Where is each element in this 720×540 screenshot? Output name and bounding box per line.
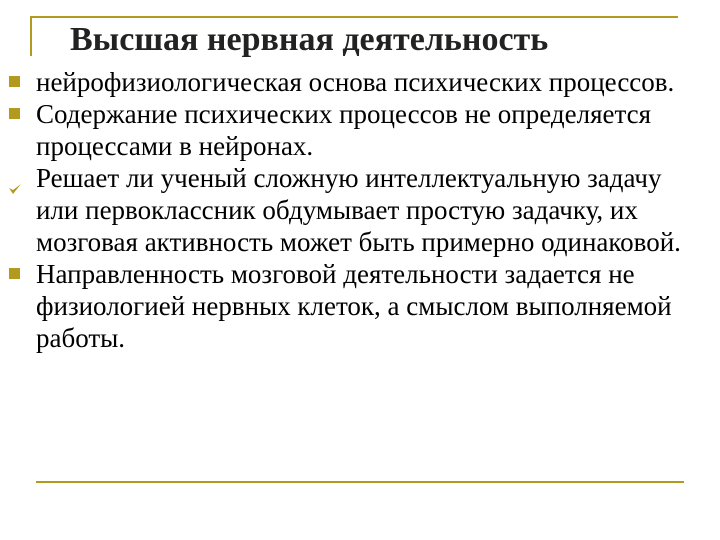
title-top-rule — [30, 16, 678, 18]
bullet-text: нейрофизиологическая основа психических процессов. — [36, 67, 675, 97]
square-bullet-icon — [9, 108, 20, 119]
bullet-item — [0, 162, 720, 258]
bullet-item — [0, 66, 720, 98]
title-frame — [30, 16, 678, 58]
square-bullet-icon — [9, 268, 20, 279]
slide-title: Высшая нервная деятельность — [70, 20, 554, 60]
bullet-item — [0, 258, 720, 354]
bullet-text: Направленность мозговой деятельности задается не физиологией нервных клеток, а смыслом выполняемой работы. — [36, 259, 672, 353]
square-bullet-icon — [9, 76, 20, 87]
bottom-rule — [36, 481, 684, 483]
bullet-list — [0, 66, 720, 354]
bullet-text: Решает ли ученый сложную интеллектуальную задачу или первоклассник обдумывает простую задачку, их мозговая активность может быть примерно одинаковой. — [36, 163, 681, 257]
checkmark-bullet-icon — [8, 171, 22, 185]
bullet-item — [0, 98, 720, 162]
title-left-rule — [30, 16, 32, 56]
bullet-text: Содержание психических процессов не определяется процессами в нейронах. — [36, 99, 652, 161]
